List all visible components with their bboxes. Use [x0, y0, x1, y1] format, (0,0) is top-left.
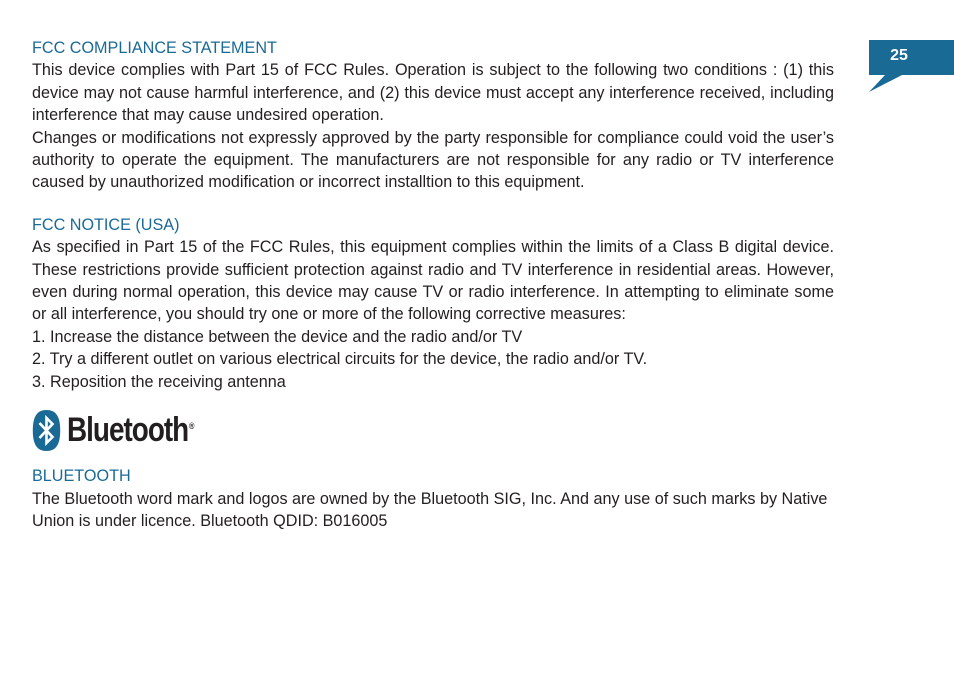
bluetooth-logo — [32, 409, 834, 451]
fcc-compliance-paragraph-2: Changes or modifications not expressly approved by the party responsible for compliance could void the user’s authority to operate the equipment. The manufacturers are not responsible for any radio or TV interference caused by unauthorized modification or incorrect installtion to this equipment. — [32, 128, 834, 192]
bluetooth-wordmark-text: Bluetooth — [67, 411, 189, 450]
document-body — [32, 37, 834, 532]
page-number: 25 — [890, 47, 908, 64]
fcc-notice-heading: FCC NOTICE (USA) — [32, 215, 180, 234]
bluetooth-wordmark — [67, 410, 194, 450]
registered-mark: ® — [189, 421, 195, 432]
bluetooth-paragraph: The Bluetooth word mark and logos are owned by the Bluetooth SIG, Inc. And any use of such marks by Native Union is under licence. Bluetooth QDID: B016005 — [32, 489, 828, 530]
fcc-notice-paragraph: As specified in Part 15 of the FCC Rules, this equipment complies within the limits of a Class B digital device. These restrictions provide sufficient protection against radio and TV interference in residential areas. However, even during normal operation, this device may cause TV or radio interference. In attempting to eliminate some or all interference, you should try one or more of the following corrective measures: — [32, 238, 834, 324]
fcc-compliance-heading: FCC COMPLIANCE STATEMENT — [32, 39, 277, 57]
list-item: 2. Try a different outlet on various electrical circuits for the device, the radio and/or TV. — [32, 350, 648, 369]
bluetooth-icon — [32, 410, 61, 451]
page-number-tab — [869, 40, 954, 93]
bluetooth-heading: BLUETOOTH — [32, 467, 131, 486]
list-item: 1. Increase the distance between the device and the radio and/or TV — [32, 327, 523, 346]
corrective-measures-list — [32, 326, 834, 393]
list-item: 3. Reposition the receiving antenna — [32, 372, 286, 391]
section-spacer — [32, 194, 834, 214]
fcc-compliance-paragraph-1: This device complies with Part 15 of FCC Rules. Operation is subject to the following two conditions : (1) this device may not cause harmful interference, and (2) this device must accept any interference received, including interference that may cause undesired operation. — [32, 61, 834, 125]
